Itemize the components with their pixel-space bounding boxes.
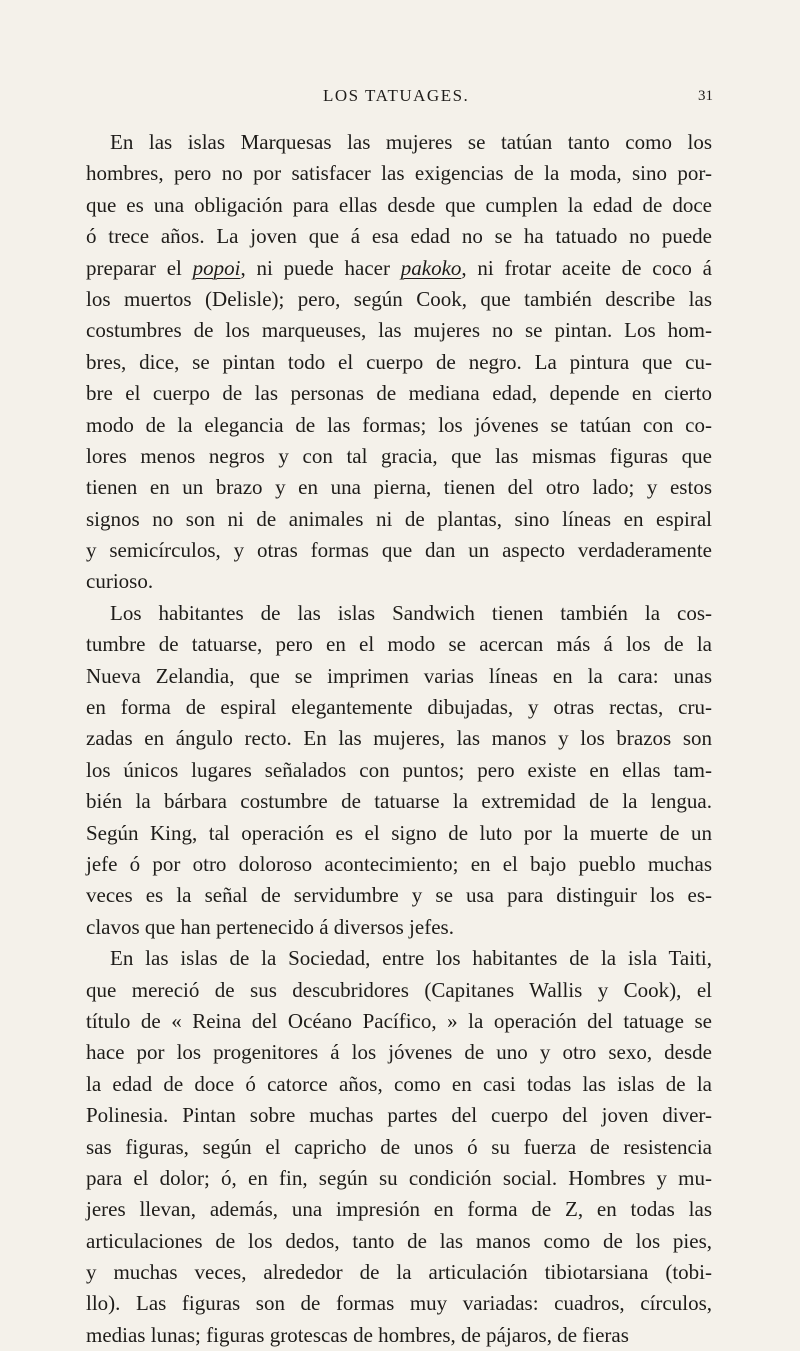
text-line: y muchas veces, alrededor de la articulación tibiotarsiana (tobi- xyxy=(86,1260,712,1285)
text-line: y semicírculos, y otras formas que dan un aspecto verdaderamente xyxy=(86,538,712,563)
paragraph xyxy=(86,943,712,1351)
italic-term: popoi xyxy=(192,255,241,280)
text-line: para el dolor; ó, en fin, según su condición social. Hombres y mu- xyxy=(86,1165,712,1190)
body-text xyxy=(86,127,712,1351)
page-number: 31 xyxy=(698,88,713,104)
text-line: Según King, tal operación es el signo de luto por la muerte de un xyxy=(86,820,712,845)
text-line: título de « Reina del Océano Pacífico, » la operación del tatuage se xyxy=(86,1008,712,1033)
text-line: En las islas Marquesas las mujeres se tatúan tanto como los xyxy=(110,130,712,154)
text-line: lores menos negros y con tal gracia, que las mismas figuras que xyxy=(86,443,712,468)
text-line: veces es la señal de servidumbre y se usa para distinguir los es- xyxy=(86,883,712,908)
text-line: los únicos lugares señalados con puntos; pero existe en ellas tam- xyxy=(86,757,712,782)
paragraph xyxy=(86,127,712,598)
text-line: curioso. xyxy=(86,569,154,594)
running-head: LOS TATUAGES. xyxy=(323,86,470,105)
paragraph xyxy=(86,598,712,943)
text-line: Polinesia. Pintan sobre muchas partes del cuerpo del joven diver- xyxy=(86,1103,712,1128)
text-line: que mereció de sus descubridores (Capitanes Wallis y Cook), el xyxy=(86,977,712,1002)
text-line: Los habitantes de las islas Sandwich tienen también la cos- xyxy=(110,600,712,625)
text-line: clavos que han pertenecido á diversos jefes. xyxy=(86,914,454,939)
text-line: signos no son ni de animales ni de plantas, sino líneas en espiral xyxy=(86,506,712,531)
text-line: preparar el popoi, ni puede hacer pakoko, ni frotar aceite de coco á xyxy=(86,255,712,280)
text-line: costumbres de los marqueuses, las mujeres no se pintan. Los hom- xyxy=(86,318,712,343)
text-line: los muertos (Delisle); pero, según Cook, que también describe las xyxy=(86,286,712,311)
text-line: jefe ó por otro doloroso acontecimiento; en el bajo pueblo muchas xyxy=(86,851,712,876)
text-line: tumbre de tatuarse, pero en el modo se acercan más á los de la xyxy=(86,632,712,657)
text-line: zadas en ángulo recto. En las mujeres, las manos y los brazos son xyxy=(86,726,712,751)
text-line: En las islas de la Sociedad, entre los habitantes de la isla Taiti, xyxy=(110,946,712,971)
italic-term: pakoko xyxy=(400,255,462,280)
text-line: la edad de doce ó catorce años, como en casi todas las islas de la xyxy=(86,1071,712,1096)
text-line: Nueva Zelandia, que se imprimen varias líneas en la cara: unas xyxy=(86,663,712,688)
text-line: llo). Las figuras son de formas muy variadas: cuadros, círculos, xyxy=(86,1291,712,1316)
text-line: articulaciones de los dedos, tanto de las manos como de los pies, xyxy=(86,1228,712,1253)
text-line: ó trece años. La joven que á esa edad no se ha tatuado no puede xyxy=(86,224,712,249)
text-line: bién la bárbara costumbre de tatuarse la extremidad de la lengua. xyxy=(86,789,712,814)
text-line: bres, dice, se pintan todo el cuerpo de negro. La pintura que cu- xyxy=(86,349,712,374)
text-line: medias lunas; figuras grotescas de hombres, de pájaros, de fieras xyxy=(86,1322,629,1347)
text-line: jeres llevan, además, una impresión en forma de Z, en todas las xyxy=(86,1197,712,1222)
text-line: modo de la elegancia de las formas; los jóvenes se tatúan con co- xyxy=(86,412,712,437)
text-line: hombres, pero no por satisfacer las exigencias de la moda, sino por- xyxy=(86,161,712,186)
text-line: que es una obligación para ellas desde que cumplen la edad de doce xyxy=(86,192,712,217)
text-line: bre el cuerpo de las personas de mediana edad, depende en cierto xyxy=(86,381,712,406)
text-line: tienen en un brazo y en una pierna, tienen del otro lado; y estos xyxy=(86,475,712,500)
text-line: hace por los progenitores á los jóvenes de uno y otro sexo, desde xyxy=(86,1040,712,1065)
text-line: en forma de espiral elegantemente dibujadas, y otras rectas, cru- xyxy=(86,695,712,720)
text-line: sas figuras, según el capricho de unos ó su fuerza de resistencia xyxy=(86,1134,712,1159)
